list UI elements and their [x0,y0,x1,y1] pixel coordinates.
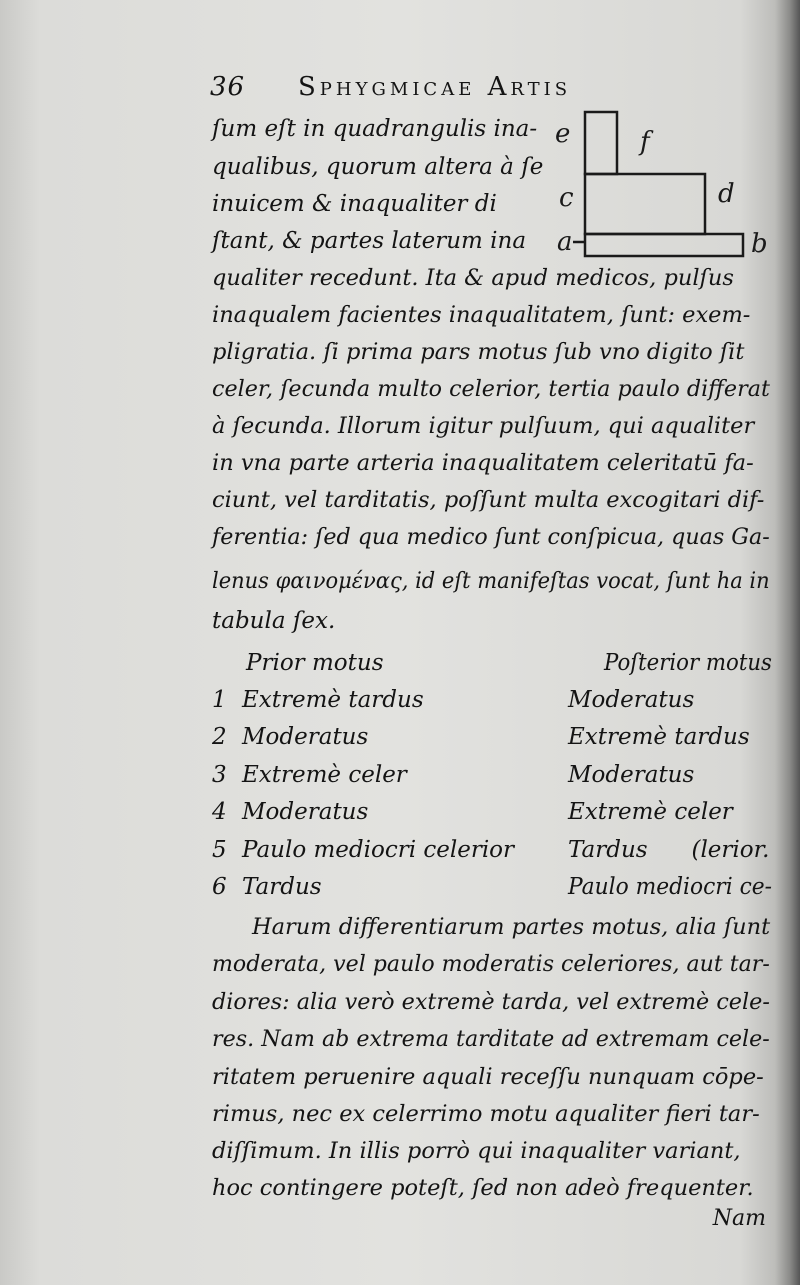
table-col-head-posterior: Poſterior motus [604,650,772,676]
text-line: qualiter recedunt. Ita & apud medicos, pulſus [212,265,734,291]
diagram-label-c: c [559,183,574,213]
text-line: pligratia. ſi prima pars motus ſub vno digito ſit [212,339,745,365]
table-row [212,685,772,715]
text-line: ritatem peruenire aquali receſſu nunquam cōpe- [212,1064,764,1090]
diagram-label-d: d [718,179,735,209]
text-line: ciunt, vel tarditatis, poſſunt multa excogitari dif- [212,487,765,513]
text-line: ſum eſt in quadrangulis ina- [212,116,538,142]
page-header [210,72,710,112]
prior-motus-cell: Tardus [242,874,322,900]
table-row [212,835,772,865]
table-row [212,760,772,790]
text-line: inuicem & inaqualiter di [212,191,497,217]
diagram-label-f: f [640,127,650,157]
lower-quadrangle [585,234,743,256]
posterior-motus-cell: Tardus (lerior. [568,837,770,863]
text-line: tabula ſex. [212,608,336,634]
text-line: moderata, vel paulo moderatis celeriores, aut tar- [212,951,770,977]
text-line: celer, ſecunda multo celerior, tertia paulo differat [212,376,770,402]
posterior-motus-cell: Moderatus [568,762,695,788]
text-line: lenus φαινομένας, id eſt manifeſtas vocat, ſunt ha in [212,568,770,594]
table-row [212,722,772,752]
row-number: 6 [212,874,227,900]
upper-quadrangle [585,112,617,174]
table-row [212,872,772,902]
text-line: Harum differentiarum partes motus, alia ſunt [252,914,771,940]
row-number: 5 [212,837,227,863]
posterior-motus-cell: Extremè celer [568,799,733,825]
running-title: Sphygmicae Artis [298,72,572,102]
text-line: inaqualem facientes inaqualitatem, ſunt: exem- [212,302,751,328]
diagram-label-e: e [555,119,571,149]
catchword: Nam [712,1206,766,1231]
diagram-label-b: b [751,229,768,259]
text-line: qualibus, quorum altera à ſe [212,154,544,180]
row-number: 4 [212,799,227,825]
text-line: res. Nam ab extrema tarditate ad extremam cele- [212,1026,770,1052]
posterior-motus-cell: Paulo mediocri ce- [568,874,772,900]
posterior-motus-cell: Moderatus [568,687,695,713]
prior-motus-cell: Moderatus [242,724,369,750]
prior-motus-cell: Extremè tardus [242,687,424,713]
row-number: 2 [212,724,227,750]
prior-motus-cell: Paulo mediocri celerior [242,837,515,863]
text-line: ſtant, & partes laterum ina [212,228,527,254]
text-line: diores: alia verò extremè tarda, vel extremè cele- [212,989,770,1015]
row-number: 3 [212,762,227,788]
posterior-motus-cell: Extremè tardus [568,724,750,750]
text-line: à ſecunda. Illorum igitur pulſuum, qui aqualiter [212,413,755,439]
diagram-label-a: a [557,227,573,257]
text-line: hoc contingere poteſt, ſed non adeò frequenter. [212,1175,754,1201]
table-row [212,797,772,827]
text-line: rimus, nec ex celerrimo motu aqualiter fieri tar- [212,1101,760,1127]
text-line: in vna parte arteria inaqualitatem celeritatū fa- [212,450,754,476]
prior-motus-cell: Extremè celer [242,762,407,788]
table-col-head-prior: Prior motus [246,650,384,676]
row-number: 1 [212,687,227,713]
prior-motus-cell: Moderatus [242,799,369,825]
text-line: ferentia: ſed qua medico ſunt conſpicua, quas Ga- [212,524,770,550]
text-line: diſſimum. In illis porrò qui inaqualiter variant, [212,1138,741,1164]
middle-quadrangle [585,174,705,234]
quadrangle-diagram [555,110,770,270]
page-number: 36 [210,72,246,102]
